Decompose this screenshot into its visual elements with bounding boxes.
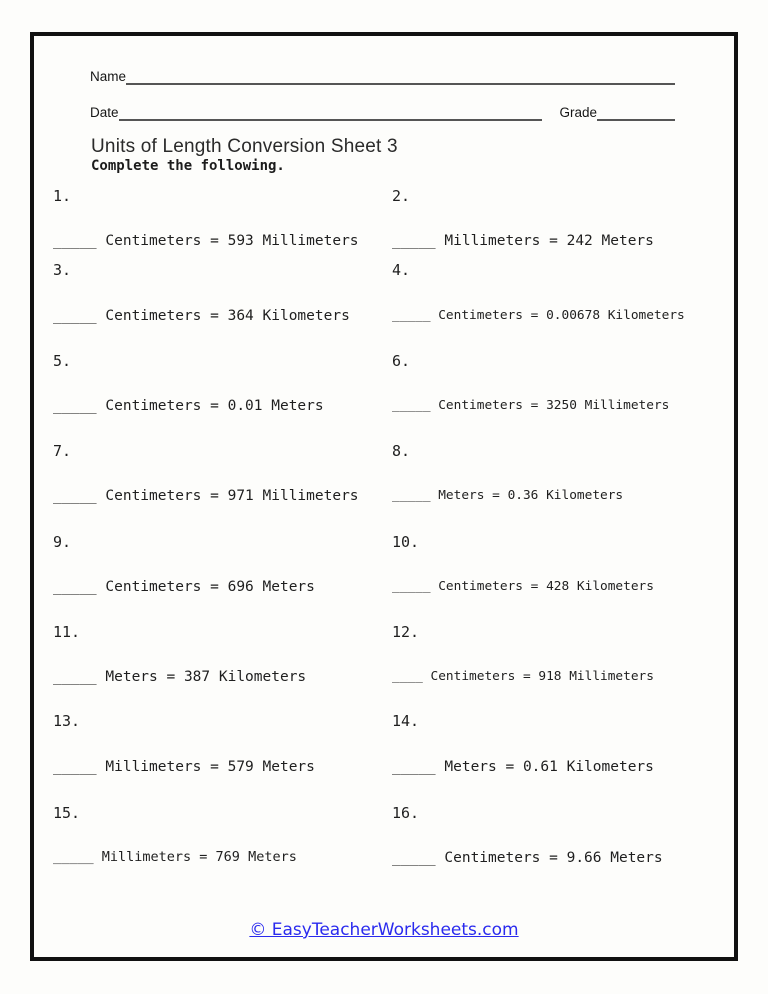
question-equation: _____ Centimeters = 971 Millimeters — [53, 488, 359, 504]
question-number: 10. — [392, 533, 420, 551]
question-equation: _____ Centimeters = 0.01 Meters — [53, 398, 324, 414]
worksheet-title: Units of Length Conversion Sheet 3 — [91, 136, 398, 157]
question-number: 7. — [53, 442, 72, 460]
question-equation: _____ Millimeters = 579 Meters — [53, 759, 315, 775]
question-number: 6. — [392, 352, 411, 370]
question-equation: _____ Centimeters = 593 Millimeters — [53, 233, 359, 249]
question-number: 12. — [392, 623, 420, 641]
question-number: 13. — [53, 712, 81, 730]
question-number: 4. — [392, 261, 411, 279]
question-number: 11. — [53, 623, 81, 641]
question-equation: _____ Centimeters = 696 Meters — [53, 579, 315, 595]
grade-label: Grade — [559, 105, 598, 120]
question-number: 1. — [53, 187, 72, 205]
question-equation: _____ Millimeters = 769 Meters — [53, 849, 297, 865]
question-equation: _____ Centimeters = 428 Kilometers — [392, 579, 654, 594]
question-equation: _____ Meters = 387 Kilometers — [53, 669, 307, 685]
question-number: 9. — [53, 533, 72, 551]
question-number: 16. — [392, 804, 420, 822]
question-number: 8. — [392, 442, 411, 460]
footer-copyright-link[interactable]: © EasyTeacherWorksheets.com — [249, 920, 519, 940]
question-number: 5. — [53, 352, 72, 370]
grade-blank-line — [597, 105, 675, 121]
spacer — [542, 120, 560, 121]
worksheet-instructions: Complete the following. — [91, 158, 285, 174]
question-equation: _____ Centimeters = 0.00678 Kilometers — [392, 308, 685, 323]
question-equation: ____ Centimeters = 918 Millimeters — [392, 669, 654, 684]
date-blank-line — [119, 105, 542, 121]
question-equation: _____ Centimeters = 3250 Millimeters — [392, 398, 670, 413]
question-equation: _____ Centimeters = 364 Kilometers — [53, 308, 350, 324]
question-number: 2. — [392, 187, 411, 205]
question-number: 15. — [53, 804, 81, 822]
footer — [0, 920, 768, 940]
question-equation: _____ Millimeters = 242 Meters — [392, 233, 654, 249]
question-equation: _____ Centimeters = 9.66 Meters — [392, 850, 663, 866]
name-blank-line — [126, 69, 675, 85]
question-equation: _____ Meters = 0.61 Kilometers — [392, 759, 654, 775]
date-row — [90, 105, 675, 121]
name-label: Name — [90, 69, 127, 84]
question-number: 3. — [53, 261, 72, 279]
question-equation: _____ Meters = 0.36 Kilometers — [392, 488, 624, 503]
question-number: 14. — [392, 712, 420, 730]
name-row — [90, 69, 675, 85]
date-label: Date — [90, 105, 119, 120]
